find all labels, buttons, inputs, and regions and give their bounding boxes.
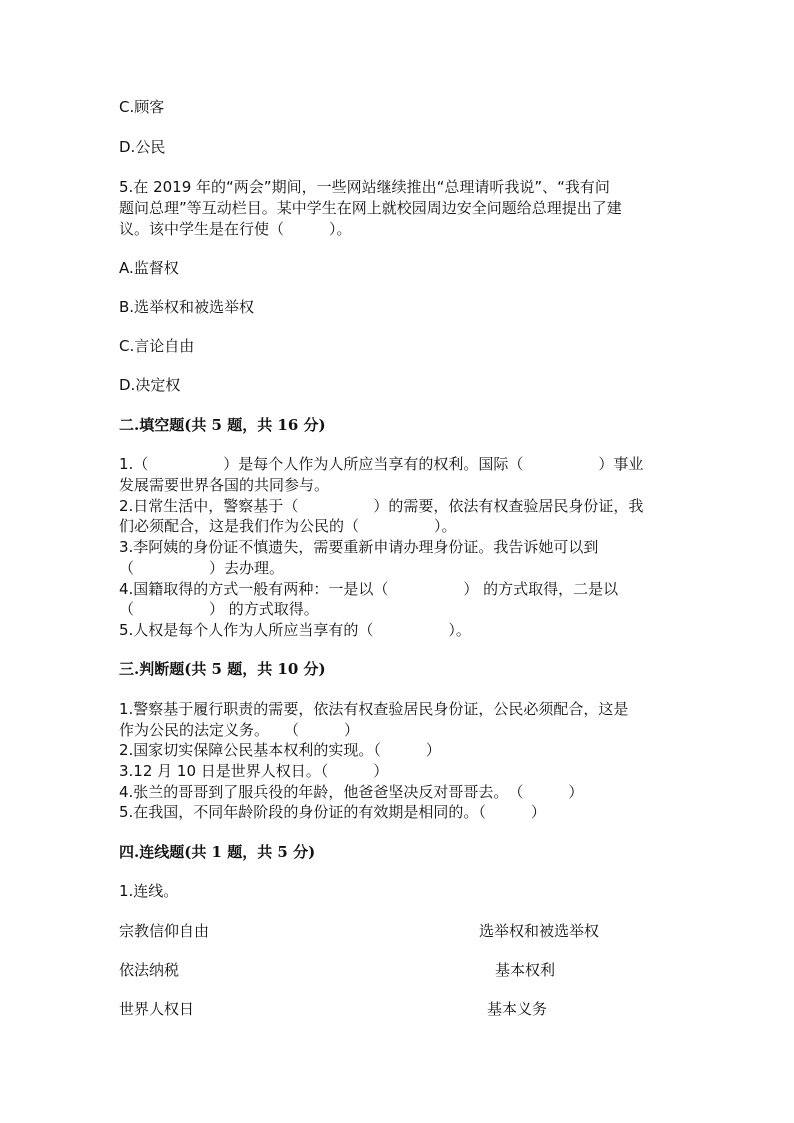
fill-line: 4.国籍取得的方式一般有两种：一是以（ ） 的方式取得，二是以 (119, 580, 619, 598)
match-left-item: 依法纳税 (119, 961, 180, 979)
q5-option-c: C.言论自由 (119, 337, 195, 355)
q5-stem-line1: 5.在 2019 年的“两会”期间，一些网站继续推出“总理请听我说”、“我有问 (119, 178, 610, 196)
fill-line: 1.（ ）是每个人作为人所应当享有的权利。国际（ ）事业 (119, 455, 644, 473)
section3-heading: 三.判断题(共 5 题，共 10 分) (119, 660, 326, 678)
q5-stem-line2: 题问总理”等互动栏目。某中学生在网上就校园周边安全问题给总理提出了建 (119, 199, 622, 217)
fill-line: （ ）去办理。 (119, 559, 285, 577)
fill-line: 2.日常生活中，警察基于（ ）的需要，依法有权查验居民身份证，我 (119, 497, 644, 515)
fill-line: 3.李阿姨的身份证不慎遗失，需要重新申请办理身份证。我告诉她可以到 (119, 538, 599, 556)
q4-option-d: D.公民 (119, 138, 166, 156)
judge-line: 1.警察基于履行职责的需要，依法有权查验居民身份证，公民必须配合，这是 (119, 700, 629, 718)
match-right-item: 基本权利 (495, 961, 556, 979)
q5-option-a: A.监督权 (119, 259, 179, 277)
section4-heading: 四.连线题(共 1 题，共 5 分) (119, 843, 316, 861)
judge-line: 作为公民的法定义务。 （ ） (119, 721, 360, 739)
fill-line: （ ） 的方式取得。 (119, 600, 319, 618)
judge-line: 4.张兰的哥哥到了服兵役的年龄，他爸爸坚决反对哥哥去。 （ ） (119, 783, 584, 801)
judge-line: 3.12 月 10 日是世界人权日。（ ） (119, 762, 389, 780)
section2-heading: 二.填空题(共 5 题，共 16 分) (119, 416, 326, 434)
judge-line: 2.国家切实保障公民基本权利的实现。（ ） (119, 741, 441, 759)
match-right-item: 基本义务 (487, 1000, 548, 1018)
q5-stem-line3: 议。该中学生是在行使（ ）。 (119, 220, 352, 238)
q5-option-d: D.决定权 (119, 376, 181, 394)
fill-line: 发展需要世界各国的共同参与。 (119, 476, 330, 494)
q5-option-b: B.选举权和被选举权 (119, 298, 255, 316)
fill-line: 们必须配合，这是我们作为公民的（ ）。 (119, 517, 457, 535)
match-left-item: 宗教信仰自由 (119, 922, 210, 940)
q4-option-c: C.顾客 (119, 98, 165, 116)
judge-line: 5.在我国，不同年龄阶段的身份证的有效期是相同的。（ ） (119, 803, 546, 821)
fill-line: 5.人权是每个人作为人所应当享有的（ ）。 (119, 621, 471, 639)
match-left-item: 世界人权日 (119, 1000, 195, 1018)
match-right-item: 选举权和被选举权 (479, 922, 600, 940)
match-question: 1.连线。 (119, 882, 179, 900)
